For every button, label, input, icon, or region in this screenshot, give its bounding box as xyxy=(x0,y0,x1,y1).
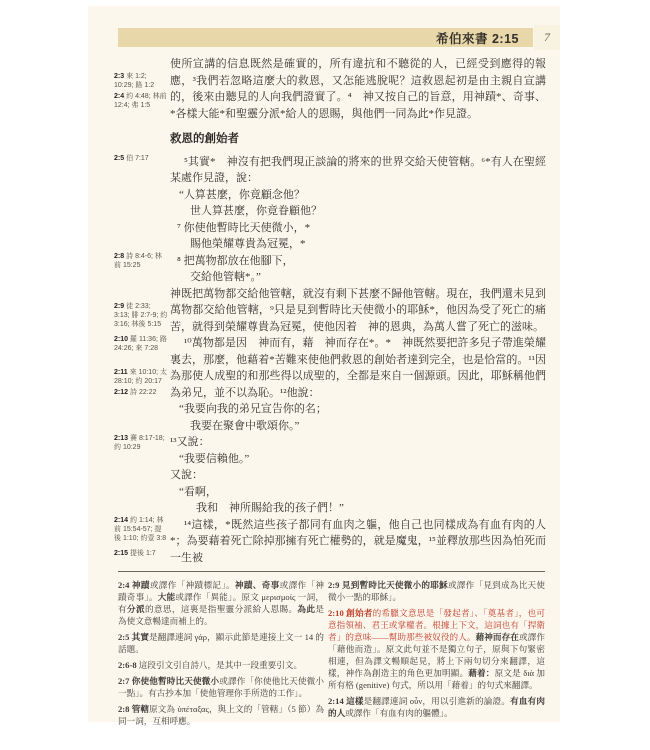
footnote-segment: 或譯作「異能」。原文 μερισμοίς 一詞，有 xyxy=(118,592,324,614)
poetry-line: 世人算甚麼，你竟眷顧他？ xyxy=(190,205,322,217)
page-number: 7 xyxy=(534,25,560,50)
cross-reference-list: 提後 1:7 xyxy=(130,550,156,557)
cross-reference-verse: 2:15 xyxy=(114,550,129,557)
footnote-segment: 2:6-8 xyxy=(118,660,137,670)
poetry-line: “我要向我的弟兄宣告你的名； xyxy=(179,403,327,415)
footnote-segment: 原文是 διὰ 加所有格 (genitive) 句式，所以用「藉着」的句式來翻譯。 xyxy=(328,668,545,690)
cross-reference-list: 來 1:2; 10:29; 路 1:2 xyxy=(114,73,155,89)
cross-reference-list: 伯 7:17 xyxy=(126,155,149,162)
footnote-segment: 是翻譯連詞 οὖν，用以引進新的論證。 xyxy=(363,696,511,706)
footnote-segment: 或譯作「你使他比天使微小一點」。有古抄本加「使他管理你手所造的工作」。 xyxy=(118,676,324,698)
cross-reference-2-9 xyxy=(114,302,168,329)
poetry-line: 交給他管轄*。” xyxy=(190,271,261,283)
poetry-line: 賜他榮耀尊貴為冠冕，* xyxy=(190,238,306,250)
cross-reference-2-8 xyxy=(114,252,168,270)
cross-reference-2-11 xyxy=(114,368,168,386)
verse-paragraph: 又說： xyxy=(170,469,203,481)
footnote-segment: 2:14 這樣 xyxy=(328,696,364,706)
verse-paragraph: 神既把萬物都交給他管轄，就沒有剩下甚麼不歸他管轄。現在，我們還未見到萬物都交給他管轄，⁹只是見到暫時比天使微小的耶穌*，他因為受了死亡的痛苦，就得到榮耀尊貴為冠冕，使他因着 神的恩典，為萬人嘗了死亡的滋味。 xyxy=(170,287,546,333)
footnote-divider xyxy=(118,571,545,572)
cross-reference-verse: 2:4 xyxy=(114,93,125,100)
footnote-segment: 2:7 你使他暫時比天使微小 xyxy=(118,676,220,686)
cross-reference-2-13 xyxy=(114,434,168,452)
section-heading: 救恩的創始者 xyxy=(170,133,239,145)
footnote-segment: 2:5 其實 xyxy=(118,632,149,642)
book-page xyxy=(88,6,560,726)
verse-paragraph: 使所宣講的信息既然是確實的，所有違抗和不聽從的人，已經受到應得的報應，³我們若忽略這麼大的救恩，又怎能逃脫呢？這救恩起初是由主親自宣講的，後來由聽見的人向我們證實了。⁴ 神又按自己的旨意，用神蹟*、奇事、*各樣大能*和聖靈分派*給人的恩賜，與他們一同為此*作見證。 xyxy=(170,58,546,120)
footnote-segment: 2:8 管轄 xyxy=(118,704,150,714)
cross-reference-2-10 xyxy=(114,335,168,353)
cross-reference-2-3 xyxy=(114,72,168,90)
footnote-segment: 或譯作「有血有肉的軀體」。 xyxy=(345,708,453,718)
cross-reference-list: 徒 2:33; 3:13; 腓 2:7-9; 約 3:16; 林後 5:15 xyxy=(114,303,168,328)
running-header-bar xyxy=(118,28,533,47)
footnote-segment: 是為使文意暢達而補上的。 xyxy=(118,604,324,626)
footnote-segment: 藉着： xyxy=(468,668,495,678)
footnote-segment: 是翻譯連詞 γάρ，顯示此節是連接上文一 14 的話題。 xyxy=(118,632,324,654)
footnote-segment: 這段引文引自詩八，是其中一段重要引文。 xyxy=(136,660,303,670)
footnote xyxy=(118,659,324,671)
cross-reference-list: 賽 8:17-18; 約 10:29 xyxy=(114,435,165,451)
scripture-text-column xyxy=(170,56,546,566)
footnote xyxy=(328,579,545,603)
cross-reference-verse: 2:3 xyxy=(114,73,125,80)
cross-reference-2-14 xyxy=(114,516,168,543)
verse-paragraph: ¹⁰萬物都是因 神而有，藉 神而存在*。* 神既然要把許多兒子帶進榮耀裏去，那麼，他藉着*苦難來使他們救恩的創始者達到完全，也是恰當的。¹¹因為那使人成聖的和那些得以成聖的，全都是來自一個源頭。因此，耶穌稱他們為弟兄，並不以為恥。¹²他說： xyxy=(170,337,546,399)
verse-paragraph: ¹⁴這樣，*既然這些孩子都同有血肉之軀，他自己也同樣成為有血有肉的人*；為要藉着死亡除掉那擁有死亡權勢的，就是魔鬼，¹⁵並釋放那些因為怕死而一生被 xyxy=(170,518,546,564)
footnote-segment: 藉神而存在 xyxy=(475,632,519,642)
cross-reference-list: 詩 8:4-6; 林前 15:25 xyxy=(114,253,162,269)
footnote-segment: 或譯作「神蹟奇事」。 xyxy=(118,580,324,602)
footnote-column-right xyxy=(328,579,545,723)
poetry-line: ⁸ 把萬物都放在他腳下， xyxy=(177,254,294,267)
footnote-segment: 大能 xyxy=(157,592,176,602)
poetry-line: “看啊， xyxy=(179,485,217,498)
cross-reference-verse: 2:10 xyxy=(114,336,129,343)
footnote-segment: 為此 xyxy=(297,604,316,614)
cross-reference-list: 約 4:48; 林前 12:4; 弗 1:5 xyxy=(114,93,167,109)
footnote-segment: 分派 xyxy=(126,604,145,614)
cross-reference-list: 詩 22:22 xyxy=(130,389,157,396)
cross-reference-2-5 xyxy=(114,154,168,163)
cross-reference-list: 約 1:14; 林前 15:54-57; 提後 1:10; 約壹 3:8 xyxy=(114,517,167,542)
verse-paragraph: ⁵其實* 神沒有把我們現正談論的將來的世界交給天使管轄。⁶*有人在聖經某處作見證，說： xyxy=(170,155,546,184)
quotation-block xyxy=(170,484,546,517)
footnote-segment: 神蹟、奇事 xyxy=(234,580,280,590)
poetry-line: “人算甚麼，你竟顧念他？ xyxy=(179,188,305,201)
footnote-segment: 有血有肉的人 xyxy=(328,696,545,718)
quotation-block xyxy=(170,401,546,434)
footnote xyxy=(328,607,545,691)
poetry-line: ⁷ 你使他暫時比天使微小，* xyxy=(177,221,311,234)
cross-reference-verse: 2:13 xyxy=(114,435,129,442)
footnote-segment: 或譯作「見到成為比天使微小一點的耶穌」。 xyxy=(328,580,545,602)
footnote xyxy=(328,695,545,719)
footnote xyxy=(118,675,324,699)
poetry-line: “我要信賴他。” xyxy=(179,452,250,465)
footnote-segment: 2:10 創始者 xyxy=(328,608,373,618)
footnote-segment: 的希臘文意思是「發起者」、「奠基者」，也可意指領袖、君王或掌權者。根據上下文，這詞也有「捍衛者」的意味——幫助那些被奴役的人。 xyxy=(328,608,545,642)
cross-reference-list: 羅 11:36; 路 24:26; 來 7:28 xyxy=(114,336,167,352)
footnote xyxy=(118,579,324,627)
cross-reference-2-12 xyxy=(114,388,168,397)
cross-reference-verse: 2:14 xyxy=(114,517,129,524)
running-header-title: 希伯來書 2:15 xyxy=(436,31,519,46)
verse-paragraph: ¹³又說： xyxy=(170,436,210,448)
poetry-line: 我要在聚會中歌頌你。” xyxy=(190,419,300,432)
footnote xyxy=(118,703,324,727)
footnote xyxy=(118,631,324,655)
footnote-segment: 2:4 神蹟 xyxy=(118,580,150,590)
footnote-segment: 或譯作「神蹟標記」。 xyxy=(149,580,235,590)
cross-reference-verse: 2:12 xyxy=(114,389,129,396)
poetry-line: 我和 神所賜給我的孩子們！” xyxy=(196,502,344,514)
footnote-segment: 的意思，這裏是指聖靈分派給人恩賜。 xyxy=(144,604,298,614)
quotation-block xyxy=(170,187,546,286)
cross-reference-list: 來 10:10; 太 28:10; 約 20:17 xyxy=(114,369,167,385)
footnote-segment: 2:9 見到暫時比天使微小的耶穌 xyxy=(328,580,448,590)
cross-reference-verse: 2:9 xyxy=(114,303,125,310)
quotation-block xyxy=(170,451,546,468)
cross-reference-2-15 xyxy=(114,549,168,558)
cross-reference-verse: 2:11 xyxy=(114,369,128,376)
footnote-column-left xyxy=(118,579,324,731)
footnote-segment: 或譯作「藉他而造」。原文此句並不是獨立句子，原與下句緊密相連，但為譯文暢順起見，將上下兩句切分來翻譯，這樣，神作為創造主的角色更加明顯。 xyxy=(328,632,545,678)
cross-reference-verse: 2:8 xyxy=(114,253,125,260)
footnote-segment: 原文為 ὑπέταξας，與上文的「管轄」（5 節）為同一詞，互相呼應。 xyxy=(118,704,324,726)
cross-reference-2-4 xyxy=(114,92,168,110)
cross-reference-verse: 2:5 xyxy=(114,155,125,162)
